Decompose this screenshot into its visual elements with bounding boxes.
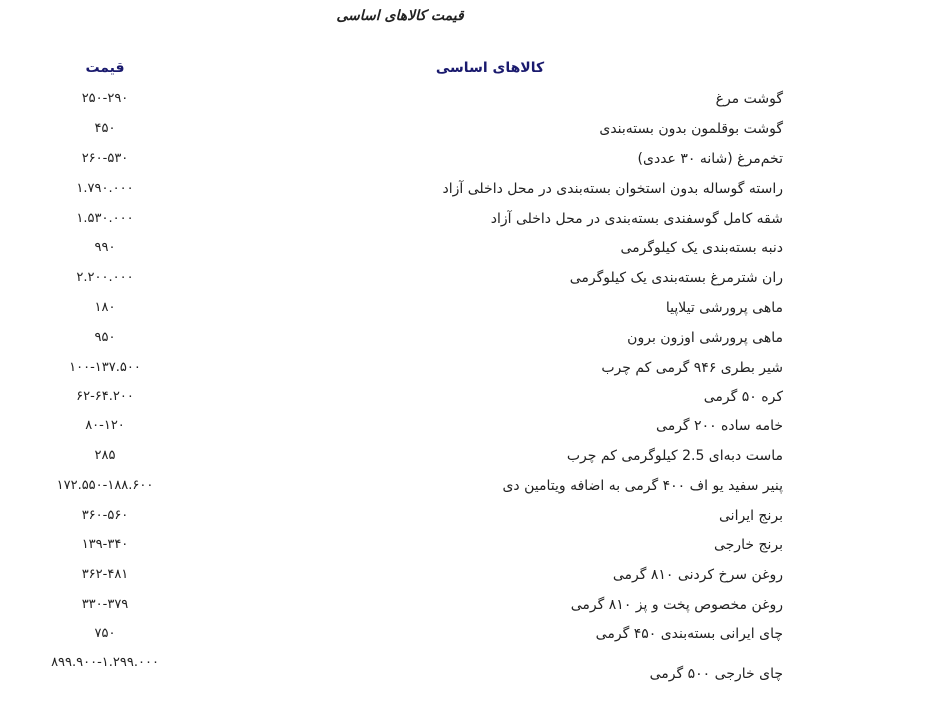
item-price: ۹۹۰ bbox=[94, 240, 116, 255]
item-price: ۹۵۰ bbox=[94, 330, 116, 345]
column-header-price: قیمت bbox=[85, 60, 125, 76]
item-price: ۱۷۲.۵۵۰-۱۸۸.۶۰۰ bbox=[56, 478, 154, 493]
item-name: چای ایرانی بسته‌بندی ۴۵۰ گرمی bbox=[595, 626, 783, 642]
item-name: روغن مخصوص پخت و پز ۸۱۰ گرمی bbox=[570, 597, 783, 613]
item-price: ۳۶۲-۴۸۱ bbox=[81, 567, 129, 582]
item-name: خامه ساده ۲۰۰ گرمی bbox=[656, 418, 783, 434]
item-name: برنج ایرانی bbox=[719, 508, 783, 524]
column-header-name: کالاهای اساسی bbox=[435, 60, 545, 76]
item-name: گوشت مرغ bbox=[715, 91, 783, 107]
item-price: ۶۲-۶۴.۲۰۰ bbox=[76, 389, 134, 404]
item-name: شیر بطری ۹۴۶ گرمی کم چرب bbox=[601, 360, 783, 376]
item-name: شقه کامل گوسفندی بسته‌بندی در محل داخلی آزاد bbox=[490, 211, 783, 227]
item-name: ماهی پرورشی تیلاپیا bbox=[665, 300, 783, 316]
item-price: ۸۰-۱۲۰ bbox=[85, 418, 125, 433]
item-name: برنج خارجی bbox=[713, 537, 783, 553]
item-name: روغن سرخ کردنی ۸۱۰ گرمی bbox=[612, 567, 783, 583]
page-title: قیمت کالاهای اساسی bbox=[336, 8, 464, 24]
item-name: پنیر سفید یو اف ۴۰۰ گرمی به اضافه ویتامین دی bbox=[502, 478, 783, 494]
item-price: ۲۶۰-۵۳۰ bbox=[81, 151, 129, 166]
item-name: راسته گوساله بدون استخوان بسته‌بندی در محل داخلی آزاد bbox=[442, 181, 783, 197]
item-price: ۱۰۰-۱۳۷.۵۰۰ bbox=[69, 360, 141, 375]
item-price: ۴۵۰ bbox=[94, 121, 116, 136]
item-price: ۲.۲۰۰.۰۰۰ bbox=[76, 270, 134, 285]
item-price: ۸۹۹.۹۰۰-۱.۲۹۹.۰۰۰ bbox=[51, 655, 159, 670]
item-name: چای خارجی ۵۰۰ گرمی bbox=[649, 666, 783, 682]
item-price: ۳۶۰-۵۶۰ bbox=[81, 508, 129, 523]
item-price: ۱.۵۳۰.۰۰۰ bbox=[76, 211, 134, 226]
item-name: ماست دبه‌ای 2.5 کیلوگرمی کم چرب bbox=[566, 448, 783, 464]
item-price: ۲۸۵ bbox=[94, 448, 116, 463]
item-name: گوشت بوقلمون بدون بسته‌بندی bbox=[599, 121, 783, 137]
item-price: ۲۵۰-۲۹۰ bbox=[81, 91, 129, 106]
item-price: ۱۸۰ bbox=[94, 300, 116, 315]
item-name: تخم‌مرغ (شانه ۳۰ عددی) bbox=[637, 151, 783, 167]
item-price: ۷۵۰ bbox=[94, 626, 116, 641]
item-price: ۱۳۹-۳۴۰ bbox=[81, 537, 129, 552]
item-name: دنبه بسته‌بندی یک کیلوگرمی bbox=[620, 240, 783, 256]
item-name: ماهی پرورشی اوزون برون bbox=[627, 330, 783, 346]
item-price: ۳۳۰-۳۷۹ bbox=[81, 597, 129, 612]
item-name: ران شترمرغ بسته‌بندی یک کیلوگرمی bbox=[569, 270, 783, 286]
item-price: ۱.۷۹۰.۰۰۰ bbox=[76, 181, 134, 196]
item-name: کره ۵۰ گرمی bbox=[703, 389, 783, 405]
